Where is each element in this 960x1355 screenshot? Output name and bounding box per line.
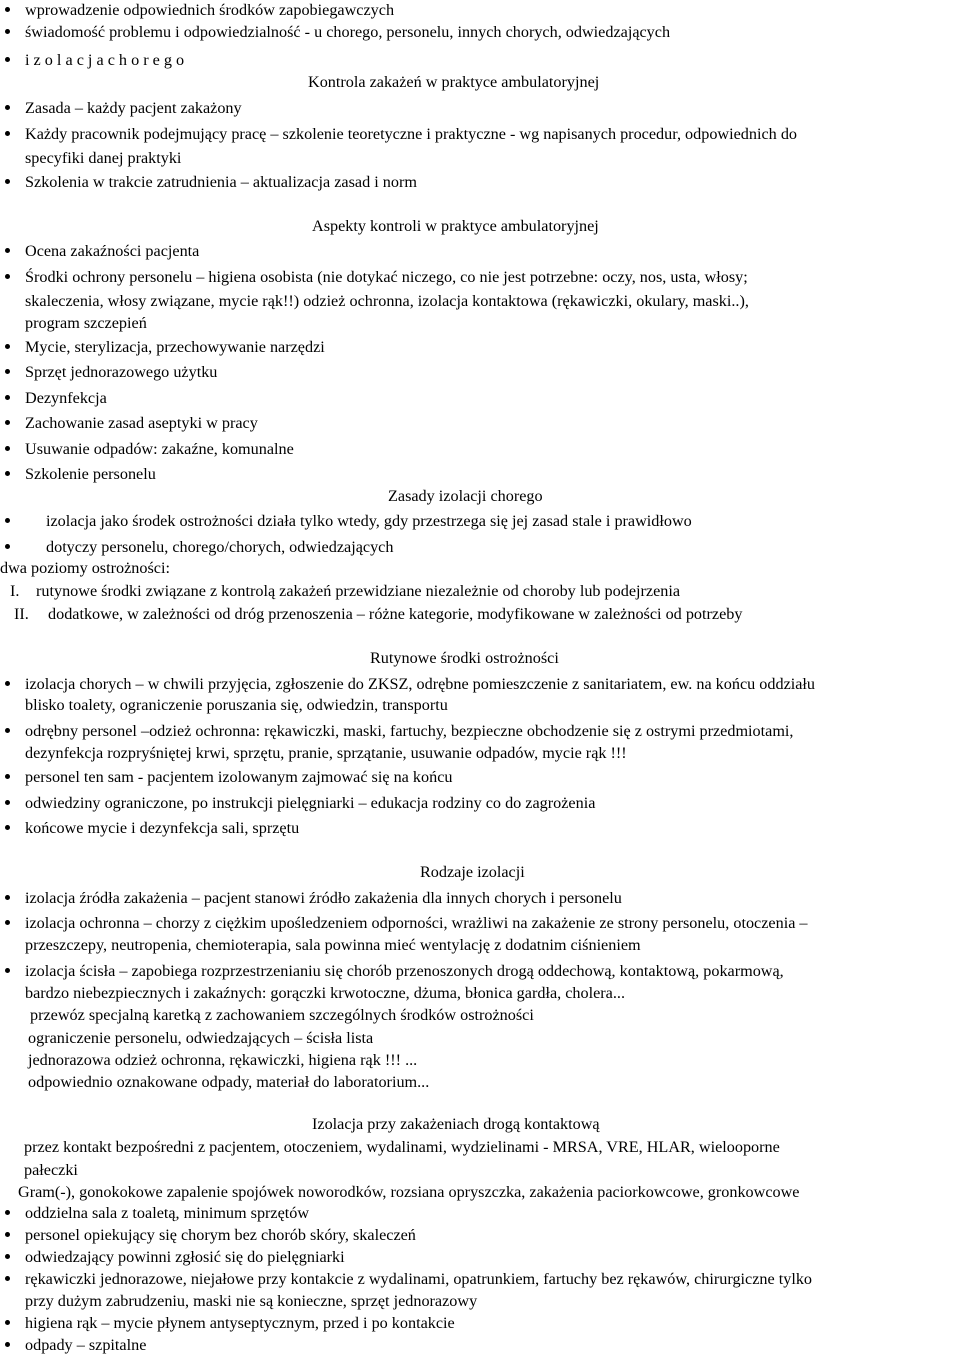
bullet-icon — [5, 681, 10, 686]
bullet-icon — [5, 544, 10, 549]
bullet-icon — [5, 420, 10, 425]
bullet-icon — [5, 1320, 10, 1325]
bullet-icon — [5, 344, 10, 349]
bullet-icon — [5, 1232, 10, 1237]
bullet-icon — [5, 105, 10, 110]
bullet-icon — [5, 274, 10, 279]
bullet-icon — [5, 920, 10, 925]
bullet-icon — [5, 518, 10, 523]
bullet-icon — [5, 1210, 10, 1215]
bullet-icon — [5, 471, 10, 476]
bullet-icon — [5, 1276, 10, 1281]
bullet-icon — [5, 446, 10, 451]
bullet-icon — [5, 131, 10, 136]
bullet-icon — [5, 57, 10, 62]
bullet-icon — [5, 774, 10, 779]
bullet-icon — [5, 29, 10, 34]
bullet-icon — [5, 800, 10, 805]
bullet-icon — [5, 395, 10, 400]
bullet-icon — [5, 1254, 10, 1259]
bullet-icon — [5, 895, 10, 900]
bullet-icon — [5, 968, 10, 973]
bullet-icon — [5, 1342, 10, 1347]
bullet-icon — [5, 369, 10, 374]
bullet-icon — [5, 179, 10, 184]
bullet-icon — [5, 825, 10, 830]
bullet-icon — [5, 7, 10, 12]
bullet-icon — [5, 248, 10, 253]
bullet-icon — [5, 728, 10, 733]
